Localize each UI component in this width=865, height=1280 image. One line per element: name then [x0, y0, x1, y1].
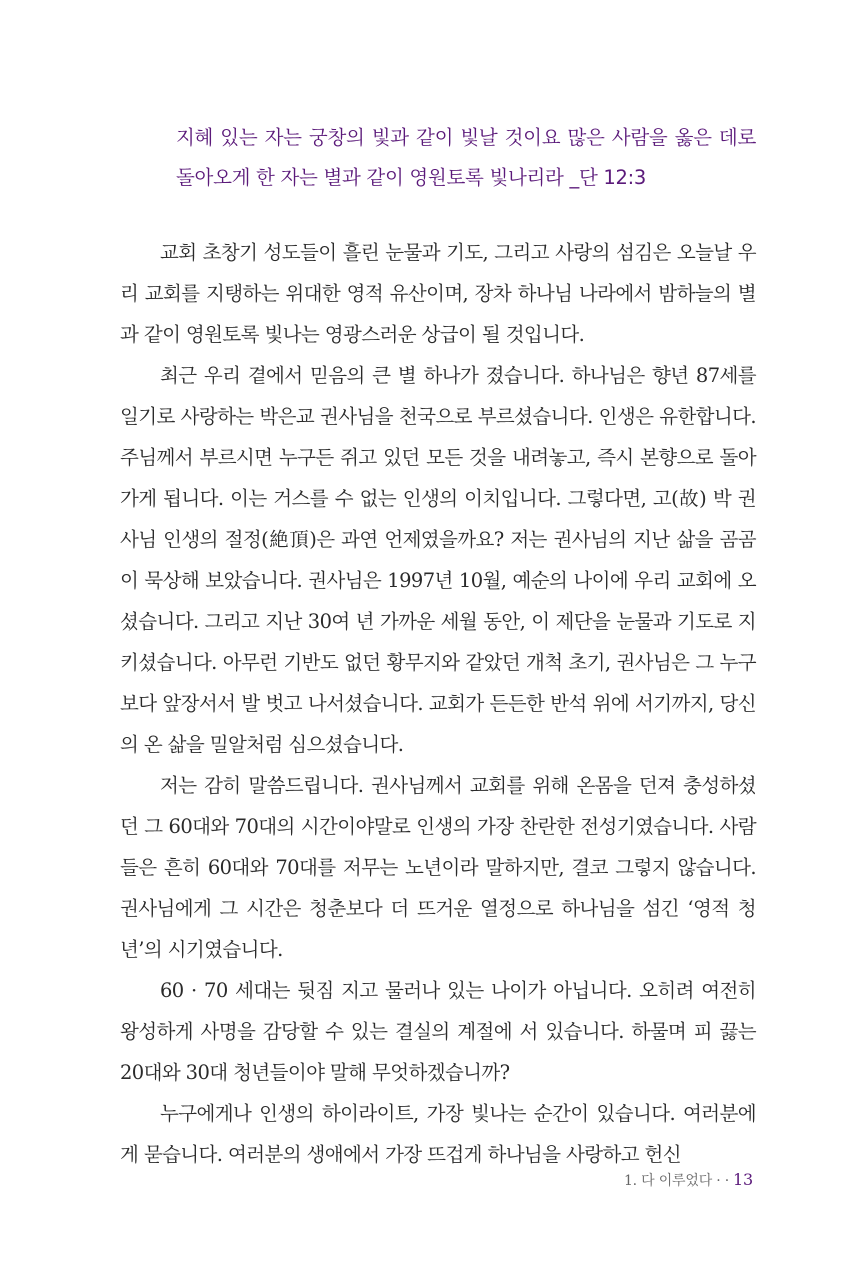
page-footer: [624, 1170, 753, 1190]
paragraph: 최근 우리 곁에서 믿음의 큰 별 하나가 졌습니다. 하나님은 향년 87세를 일기로 사랑하는 박은교 권사님을 천국으로 부르셨습니다. 인생은 유한합니다. 주님께서 부르시면 누구든 쥐고 있던 모든 것을 내려놓고, 즉시 본향으로 돌아가게 됩니다. 이는 거스를 수 없는 인생의 이치입니다. 그렇다면, 고(故) 박 권사님 인생의 절정(絶頂)은 과연 언제였을까요? 저는 권사님의 지난 삶을 곰곰이 묵상해 보았습니다. 권사님은 1997년 10월, 예순의 나이에 우리 교회에 오셨습니다. 그리고 지난 30여 년 가까운 세월 동안, 이 제단을 눈물과 기도로 지키셨습니다. 아무런 기반도 없던 황무지와 같았던 개척 초기, 권사님은 그 누구보다 앞장서서 발 벗고 나서셨습니다. 교회가 든든한 반석 위에 서기까지, 당신의 온 삶을 밀알처럼 심으셨습니다.: [120, 364, 756, 756]
paragraph: 누구에게나 인생의 하이라이트, 가장 빛나는 순간이 있습니다. 여러분에게 묻습니다. 여러분의 생애에서 가장 뜨겁게 하나님을 사랑하고 헌신: [120, 1102, 756, 1166]
paragraph: 60 · 70 세대는 뒷짐 지고 물러나 있는 나이가 아닙니다. 오히려 여전히 왕성하게 사명을 감당할 수 있는 결실의 계절에 서 있습니다. 하물며 피 끓는 20대와 30대 청년들이야 말해 무엇하겠습니까?: [120, 979, 756, 1084]
page-number: 13: [733, 1170, 753, 1189]
body-text: [120, 232, 756, 1175]
paragraph: 교회 초창기 성도들이 흘린 눈물과 기도, 그리고 사랑의 섬김은 오늘날 우리 교회를 지탱하는 위대한 영적 유산이며, 장차 하나님 나라에서 밤하늘의 별과 같이 영원토록 빛나는 영광스러운 상급이 될 것입니다.: [120, 241, 756, 346]
running-chapter-title: 1. 다 이루었다 · ·: [623, 1173, 730, 1189]
epigraph-verse: [176, 118, 756, 198]
verse-text: 지혜 있는 자는 궁창의 빛과 같이 빛날 것이요 많은 사람을 옳은 데로 돌아오게 한 자는 별과 같이 영원토록 빛나리라 _단 12:3: [176, 126, 756, 189]
paragraph: 저는 감히 말씀드립니다. 권사님께서 교회를 위해 온몸을 던져 충성하셨던 그 60대와 70대의 시간이야말로 인생의 가장 찬란한 전성기였습니다. 사람들은 흔히 60대와 70대를 저무는 노년이라 말하지만, 결코 그렇지 않습니다. 권사님에게 그 시간은 청춘보다 더 뜨거운 열정으로 하나님을 섬긴 ‘영적 청년’의 시기였습니다.: [120, 774, 756, 961]
